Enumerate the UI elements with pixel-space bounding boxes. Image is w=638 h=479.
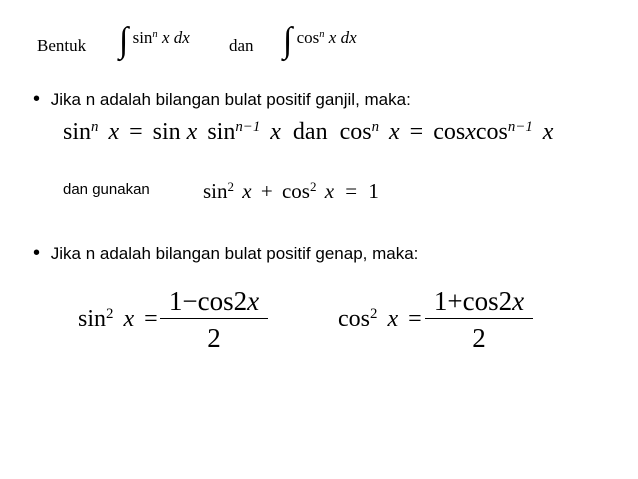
x-variable: x	[108, 119, 120, 145]
dan-label: dan	[229, 36, 254, 55]
cos-squared-fraction	[425, 284, 533, 355]
sin-integral	[119, 21, 190, 60]
x-variable: x	[186, 119, 198, 145]
x-variable: x	[465, 119, 476, 145]
exponent-n: n	[319, 29, 325, 41]
x-variable: x	[328, 28, 337, 47]
bullet-odd	[33, 87, 411, 112]
header-line	[37, 34, 86, 58]
equals-sign: =	[409, 119, 424, 145]
bullet-even	[33, 241, 418, 266]
numerator-text: 1−cos2	[168, 286, 248, 316]
square-exponent: 2	[227, 178, 235, 194]
cos-function: cos	[433, 119, 466, 145]
x-variable: x	[542, 119, 554, 145]
one-value: 1	[368, 179, 379, 203]
equals-sign: =	[129, 119, 143, 145]
x-variable: x	[387, 306, 399, 332]
x-variable: x	[161, 28, 170, 47]
fraction-denominator: 2	[472, 323, 486, 353]
x-variable: x	[247, 286, 260, 316]
sin-squared-lhs	[78, 302, 158, 336]
fraction-bar	[160, 318, 268, 319]
sin-function: sin	[132, 28, 153, 47]
cos-function: cos	[281, 179, 310, 203]
exponent-n: n	[152, 29, 158, 41]
dan-label: dan	[292, 119, 328, 145]
numerator-text: 1+cos2	[433, 286, 513, 316]
fraction-denominator: 2	[207, 323, 221, 353]
sin-squared-fraction	[160, 284, 268, 355]
cos-function: cos	[296, 28, 320, 47]
square-exponent: 2	[106, 305, 114, 322]
x-variable: x	[324, 179, 335, 203]
square-exponent: 2	[309, 178, 317, 194]
gunakan-text: dan gunakan	[63, 181, 150, 198]
dx-differential: dx	[173, 28, 190, 47]
x-variable: x	[270, 119, 281, 145]
bullet-icon: •	[33, 88, 41, 110]
exponent-n: n	[91, 118, 99, 135]
integral-sign-icon: ∫	[119, 21, 129, 60]
bullet-icon: •	[33, 242, 41, 264]
equals-sign: =	[144, 306, 158, 332]
sin-function: sin	[203, 179, 228, 203]
fraction-bar	[425, 318, 533, 319]
x-variable: x	[123, 306, 135, 332]
square-exponent: 2	[370, 305, 378, 322]
cos-function: cos	[338, 306, 370, 332]
sin-function: sin	[207, 119, 236, 145]
dx-differential: dx	[340, 28, 357, 47]
exponent-n: n	[371, 118, 380, 135]
sin-function: sin	[78, 306, 107, 332]
sin-function: sin	[63, 119, 92, 145]
exponent-n-minus-1: n−1	[507, 118, 533, 135]
integral-sign-icon: ∫	[283, 21, 293, 60]
plus-sign: +	[260, 179, 273, 203]
cos-function: cos	[339, 119, 372, 145]
bullet-odd-text: Jika n adalah bilangan bulat positif ganjil, maka:	[50, 90, 411, 109]
x-variable: x	[389, 119, 400, 145]
fraction-numerator	[160, 284, 268, 318]
cos-integral	[283, 21, 357, 60]
fraction-numerator	[425, 284, 533, 318]
cos-function: cos	[475, 119, 508, 145]
equals-sign: =	[345, 179, 358, 203]
odd-formula	[63, 115, 553, 149]
x-variable: x	[512, 286, 525, 316]
pythagorean-identity	[203, 176, 379, 206]
bentuk-label: Bentuk	[37, 36, 87, 55]
x-variable: x	[242, 179, 252, 203]
gunakan-label	[63, 180, 150, 200]
header-dan	[229, 34, 254, 58]
equals-sign: =	[408, 306, 422, 332]
bullet-even-text: Jika n adalah bilangan bulat positif genap, maka:	[50, 244, 419, 263]
exponent-n-minus-1: n−1	[235, 118, 261, 135]
sin-function: sin	[152, 119, 181, 145]
cos-squared-lhs	[338, 302, 422, 336]
